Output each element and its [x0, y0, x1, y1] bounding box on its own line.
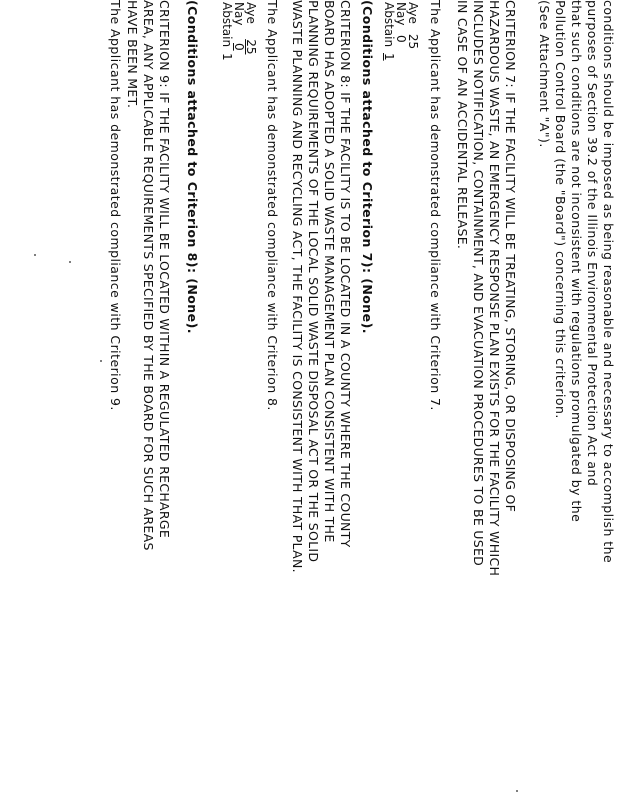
text-line: CRITERION 9: IF THE FACILITY WILL BE LOCATED WITHIN A REGULATED RECHARGE: [157, 0, 172, 539]
vote-tally-criterion-7: [383, 2, 419, 62]
criterion-8-compliance: [264, 0, 280, 411]
criterion-9-compliance: [107, 0, 123, 411]
scan-speck: [100, 360, 102, 362]
vote-nay-label: Nay: [232, 2, 246, 26]
text-line: AREA, ANY APPLICABLE REQUIREMENTS SPECIFIED BY THE BOARD FOR SUCH AREAS: [141, 0, 156, 551]
text-line: HAVE BEEN MET.: [125, 0, 140, 109]
text-line: CRITERION 8: IF THE FACILITY IS TO BE LOCATED IN A COUNTY WHERE THE COUNTY: [338, 0, 353, 548]
text-line: CRITERION 7: IF THE FACILITY WILL BE TREATING, STORING, OR DISPOSING OF: [503, 0, 518, 513]
vote-nay-label: Nay: [394, 2, 408, 26]
text-line: conditions should be imposed as being reasonable and necessary to accomplish the: [601, 0, 616, 564]
vote-nay-count: 0: [394, 35, 408, 43]
vote-aye-row: [245, 2, 257, 62]
vote-abstain-label: Abstain: [220, 2, 234, 48]
vote-aye-row: [407, 2, 419, 62]
vote-nay-count: 0: [232, 43, 246, 51]
vote-aye-count: 25: [244, 39, 258, 55]
scan-speck: [516, 790, 518, 792]
text-line: purposes of Section 39.2 of the Illinois Environmental Protection Act and: [585, 0, 600, 487]
criterion-7-compliance: [427, 0, 443, 411]
conditions-paragraph: [536, 0, 616, 563]
scan-speck: [34, 254, 36, 256]
text-line: IN CASE OF AN ACCIDENTAL RELEASE.: [455, 0, 470, 250]
text-line: that such conditions are not inconsistent with regulations promulgated by the: [569, 0, 584, 523]
criterion-7-text: [454, 0, 518, 576]
criterion-8-text: [289, 0, 353, 573]
compliance-statement: The Applicant has demonstrated compliance with Criterion 9.: [108, 0, 123, 411]
vote-aye-label: Aye: [244, 2, 258, 24]
vote-nay-row: [395, 2, 407, 62]
text-line: HAZARDOUS WASTE, AN EMERGENCY RESPONSE PLAN EXISTS FOR THE FACILITY WHICH: [487, 0, 502, 577]
vote-nay-row: [233, 2, 245, 62]
vote-abstain-row: [383, 2, 395, 62]
vote-aye-count: 25: [406, 33, 420, 50]
vote-abstain-row: [221, 2, 233, 62]
text-line: Pollution Control Board (the "Board") concerning this criterion.: [553, 0, 568, 419]
vote-aye-label: Aye: [406, 2, 420, 24]
conditions-statement: (Conditions attached to Criterion 8): (None).: [185, 0, 200, 334]
vote-tally-criterion-8: [221, 2, 257, 62]
text-line: WASTE PLANNING AND RECYCLING ACT, THE FACILITY IS CONSISTENT WITH THAT PLAN.: [290, 0, 305, 573]
text-line: PLANNING REQUIREMENTS OF THE LOCAL SOLID WASTE DISPOSAL ACT OR THE SOLID: [306, 0, 321, 563]
text-line: BOARD HAS ADOPTED A SOLID WASTE MANAGEMENT PLAN CONSISTENT WITH THE: [322, 0, 337, 543]
vote-abstain-count: 1: [382, 53, 396, 61]
scan-speck: [69, 261, 71, 263]
criterion-7-conditions: [359, 0, 375, 334]
compliance-statement: The Applicant has demonstrated compliance with Criterion 7.: [428, 0, 443, 411]
text-line: INCLUDES NOTIFICATION, CONTAINMENT, AND EVACUATION PROCEDURES TO BE USED: [471, 0, 486, 567]
text-line: (See Attachment "A").: [537, 0, 552, 148]
compliance-statement: The Applicant has demonstrated compliance with Criterion 8.: [265, 0, 280, 411]
criterion-8-conditions: [184, 0, 200, 334]
conditions-statement: (Conditions attached to Criterion 7): (None).: [360, 0, 375, 334]
criterion-9-text: [124, 0, 172, 551]
vote-abstain-label: Abstain: [382, 2, 396, 48]
vote-abstain-count: 1: [220, 53, 234, 61]
